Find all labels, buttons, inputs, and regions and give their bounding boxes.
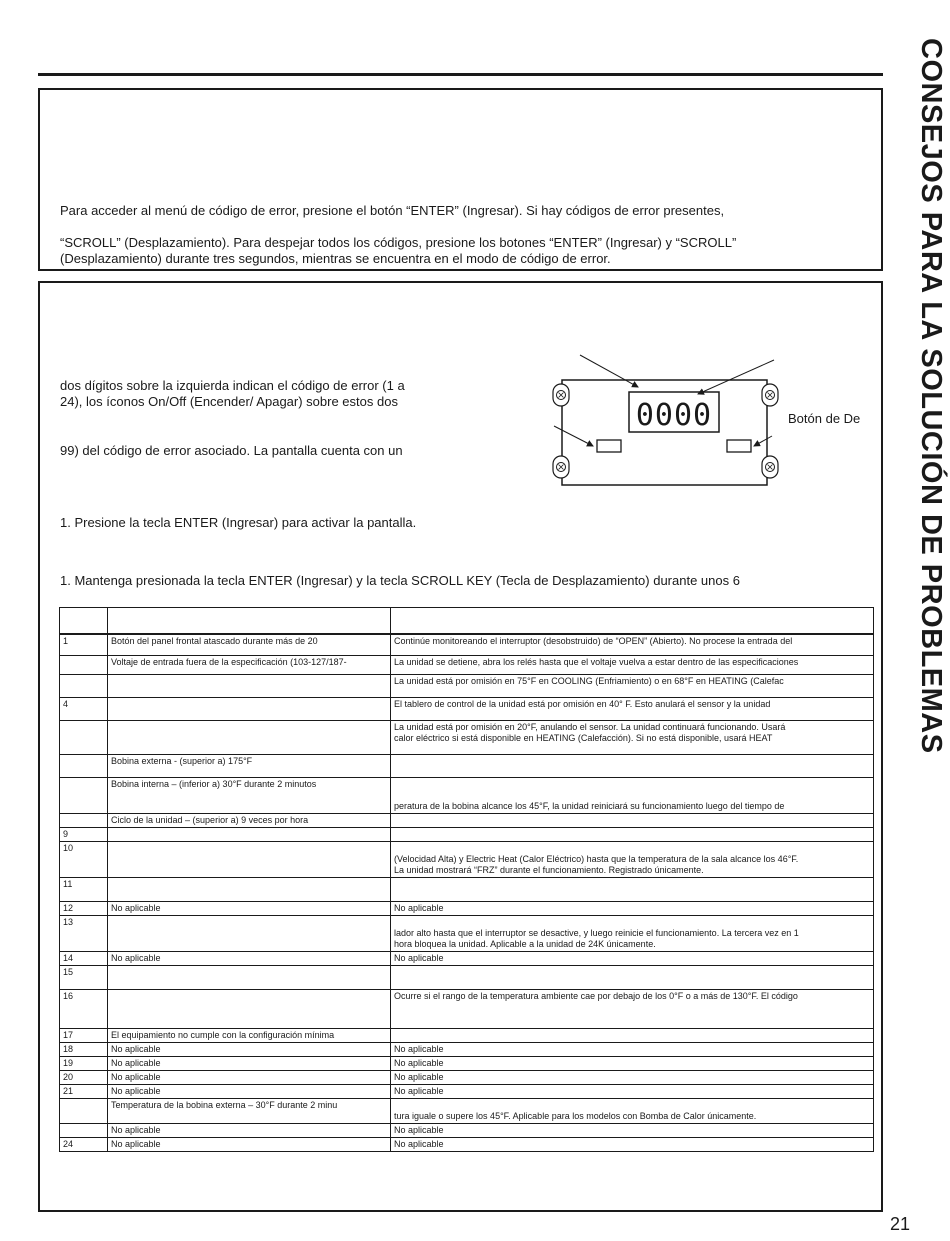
error-code-cell: 19 (60, 1056, 108, 1070)
table-row (60, 754, 874, 777)
action-cell (391, 1137, 874, 1151)
condition-cell (108, 915, 391, 951)
action-cell (391, 827, 874, 841)
action-cell (391, 989, 874, 1028)
table-header-row (60, 608, 874, 635)
error-code-cell: 4 (60, 697, 108, 720)
table-row (60, 1098, 874, 1123)
display-desc-line1: dos dígitos sobre la izquierda indican el código de error (1 a (60, 378, 405, 393)
condition-cell (108, 674, 391, 697)
action-cell (391, 674, 874, 697)
condition-cell: Botón del panel frontal atascado durante más de 20 (108, 634, 391, 655)
table-row (60, 655, 874, 674)
table-row (60, 951, 874, 965)
page-number: 21 (889, 1214, 910, 1234)
action-cell (391, 777, 874, 813)
action-text: La unidad está por omisión en 75°F en COOLING (Enfriamiento) o en 68°F en HEATING (Calefac (394, 675, 784, 686)
error-code-cell (60, 1123, 108, 1137)
action-text: (Velocidad Alta) y Electric Heat (Calor Eléctrico) hasta que la temperatura de la sala alcance los 46°F. (394, 853, 799, 864)
action-text: Ocurre si el rango de la temperatura ambiente cae por debajo de los 0°F o a más de 130°F. El código (394, 990, 798, 1001)
action-cell (391, 720, 874, 754)
action-text: El tablero de control de la unidad está por omisión en 40° F. Esto anulará el sensor y la unidad (394, 698, 771, 709)
action-cell (391, 877, 874, 901)
action-cell (391, 1070, 874, 1084)
error-code-cell: 11 (60, 877, 108, 901)
action-cell (391, 754, 874, 777)
scroll-button[interactable] (727, 440, 751, 452)
header-cell (391, 608, 874, 635)
error-code-cell: 1 (60, 634, 108, 655)
table-row (60, 697, 874, 720)
action-text: La unidad se detiene, abra los relés hasta que el voltaje vuelva a estar dentro de las especificaciones (394, 656, 799, 667)
condition-cell: No aplicable (108, 1084, 391, 1098)
action-cell (391, 1084, 874, 1098)
condition-cell: No aplicable (108, 901, 391, 915)
condition-cell (108, 989, 391, 1028)
condition-cell: Bobina externa - (superior a) 175°F (108, 754, 391, 777)
action-cell (391, 1123, 874, 1137)
action-cell (391, 1042, 874, 1056)
error-code-cell: 16 (60, 989, 108, 1028)
table-row (60, 877, 874, 901)
box1-text-line1: Para acceder al menú de código de error, presione el botón “ENTER” (Ingresar). Si hay códigos de error presentes, (60, 203, 725, 218)
table-row (60, 841, 874, 877)
error-code-cell: 24 (60, 1137, 108, 1151)
error-code-cell (60, 813, 108, 827)
action-cell (391, 655, 874, 674)
action-cell (391, 1098, 874, 1123)
action-text: peratura de la bobina alcance los 45°F, la unidad reiniciará su funcionamiento luego del tiempo de (394, 800, 785, 811)
condition-cell (108, 841, 391, 877)
condition-cell (108, 827, 391, 841)
error-code-cell: 15 (60, 965, 108, 989)
control-panel-diagram (540, 350, 785, 495)
error-code-cell: 21 (60, 1084, 108, 1098)
top-rule (38, 73, 883, 76)
activate-display-step: 1. Presione la tecla ENTER (Ingresar) para activar la pantalla. (60, 515, 417, 530)
table-row (60, 915, 874, 951)
mounting-screw-icon (762, 456, 778, 478)
action-text: hora bloquea la unidad. Aplicable a la unidad de 24K únicamente. (394, 938, 656, 949)
action-text: Continúe monitoreando el interruptor (desobstruido) de “OPEN” (Abierto). No procese la entrada del (394, 636, 793, 646)
error-code-cell: 9 (60, 827, 108, 841)
condition-cell (108, 720, 391, 754)
section-title: CONSEJOS PARA LA SOLUCIÓN DE PROBLEMAS (915, 38, 947, 754)
display-desc-line3: 99) del código de error asociado. La pantalla cuenta con un (60, 443, 403, 458)
mounting-screw-icon (553, 456, 569, 478)
header-cell (108, 608, 391, 635)
action-cell (391, 1056, 874, 1070)
action-text: La unidad mostrará “FRZ” durante el funcionamiento. Registrado únicamente. (394, 864, 704, 875)
action-text: No aplicable (394, 1138, 444, 1149)
condition-cell: No aplicable (108, 1056, 391, 1070)
action-cell (391, 1028, 874, 1042)
action-cell (391, 634, 874, 655)
action-text: La unidad está por omisión en 20°F, anulando el sensor. La unidad continuará funcionando. Usará (394, 721, 786, 732)
condition-cell: No aplicable (108, 1137, 391, 1151)
action-text: No aplicable (394, 1085, 444, 1096)
condition-cell (108, 965, 391, 989)
action-cell (391, 915, 874, 951)
clear-codes-step: 1. Mantenga presionada la tecla ENTER (Ingresar) y la tecla SCROLL KEY (Tecla de Desplazamiento) durante unos 6 (60, 573, 740, 588)
action-cell (391, 697, 874, 720)
error-code-table (59, 607, 874, 1152)
table-row (60, 813, 874, 827)
table-row (60, 1123, 874, 1137)
action-cell (391, 901, 874, 915)
action-cell (391, 841, 874, 877)
action-text: No aplicable (394, 952, 444, 963)
error-code-cell: 10 (60, 841, 108, 877)
table-row (60, 901, 874, 915)
display-digits: 0000 (635, 398, 713, 433)
table-row (60, 1070, 874, 1084)
table-row (60, 989, 874, 1028)
diagram-label: Botón de De (788, 411, 861, 426)
action-text: tura iguale o supere los 45°F. Aplicable para los modelos con Bomba de Calor únicamente. (394, 1110, 757, 1121)
action-cell (391, 965, 874, 989)
condition-cell: Ciclo de la unidad – (superior a) 9 veces por hora (108, 813, 391, 827)
header-cell (60, 608, 108, 635)
error-code-cell (60, 655, 108, 674)
error-code-cell (60, 777, 108, 813)
error-code-cell (60, 720, 108, 754)
action-cell (391, 951, 874, 965)
table-row (60, 1042, 874, 1056)
condition-cell: No aplicable (108, 1070, 391, 1084)
action-text: No aplicable (394, 1043, 444, 1054)
mounting-screw-icon (553, 384, 569, 406)
table-row (60, 777, 874, 813)
action-text: No aplicable (394, 902, 444, 913)
action-cell (391, 813, 874, 827)
table-row (60, 1056, 874, 1070)
error-code-cell: 12 (60, 901, 108, 915)
action-text: lador alto hasta que el interruptor se desactive, y luego reinicie el funcionamiento. La tercera vez en 1 (394, 927, 799, 938)
condition-cell: No aplicable (108, 1123, 391, 1137)
error-code-cell: 17 (60, 1028, 108, 1042)
condition-cell: Voltaje de entrada fuera de la especificación (103-127/187- (108, 655, 391, 674)
error-code-cell: 18 (60, 1042, 108, 1056)
enter-button[interactable] (597, 440, 621, 452)
action-text: No aplicable (394, 1124, 444, 1135)
condition-cell: No aplicable (108, 951, 391, 965)
table-row (60, 634, 874, 655)
error-code-cell: 13 (60, 915, 108, 951)
table-row (60, 1084, 874, 1098)
action-text: calor eléctrico si está disponible en HEATING (Calefacción). Si no está disponible, usará HEAT (394, 732, 773, 743)
condition-cell: Bobina interna – (inferior a) 30°F durante 2 minutos (108, 777, 391, 813)
error-code-cell: 20 (60, 1070, 108, 1084)
error-code-cell (60, 674, 108, 697)
table-row (60, 1028, 874, 1042)
error-code-cell: 14 (60, 951, 108, 965)
table-row (60, 1137, 874, 1151)
table-row (60, 720, 874, 754)
box1-text-line2: “SCROLL” (Desplazamiento). Para despejar todos los códigos, presione los botones “ENTER” (Ingresar) y “SCROLL” (60, 235, 737, 250)
display-desc-line2: 24), los íconos On/Off (Encender/ Apagar) sobre estos dos (60, 394, 398, 409)
condition-cell (108, 697, 391, 720)
condition-cell (108, 877, 391, 901)
table-row (60, 827, 874, 841)
error-code-cell (60, 1098, 108, 1123)
table-row (60, 674, 874, 697)
condition-cell: Temperatura de la bobina externa – 30°F durante 2 minu (108, 1098, 391, 1123)
action-text: No aplicable (394, 1057, 444, 1068)
action-text: No aplicable (394, 1071, 444, 1082)
mounting-screw-icon (762, 384, 778, 406)
condition-cell: El equipamiento no cumple con la configuración mínima (108, 1028, 391, 1042)
condition-cell: No aplicable (108, 1042, 391, 1056)
box1-text-line3: (Desplazamiento) durante tres segundos, mientras se encuentra en el modo de código de error. (60, 251, 611, 266)
error-code-cell (60, 754, 108, 777)
table-row (60, 965, 874, 989)
